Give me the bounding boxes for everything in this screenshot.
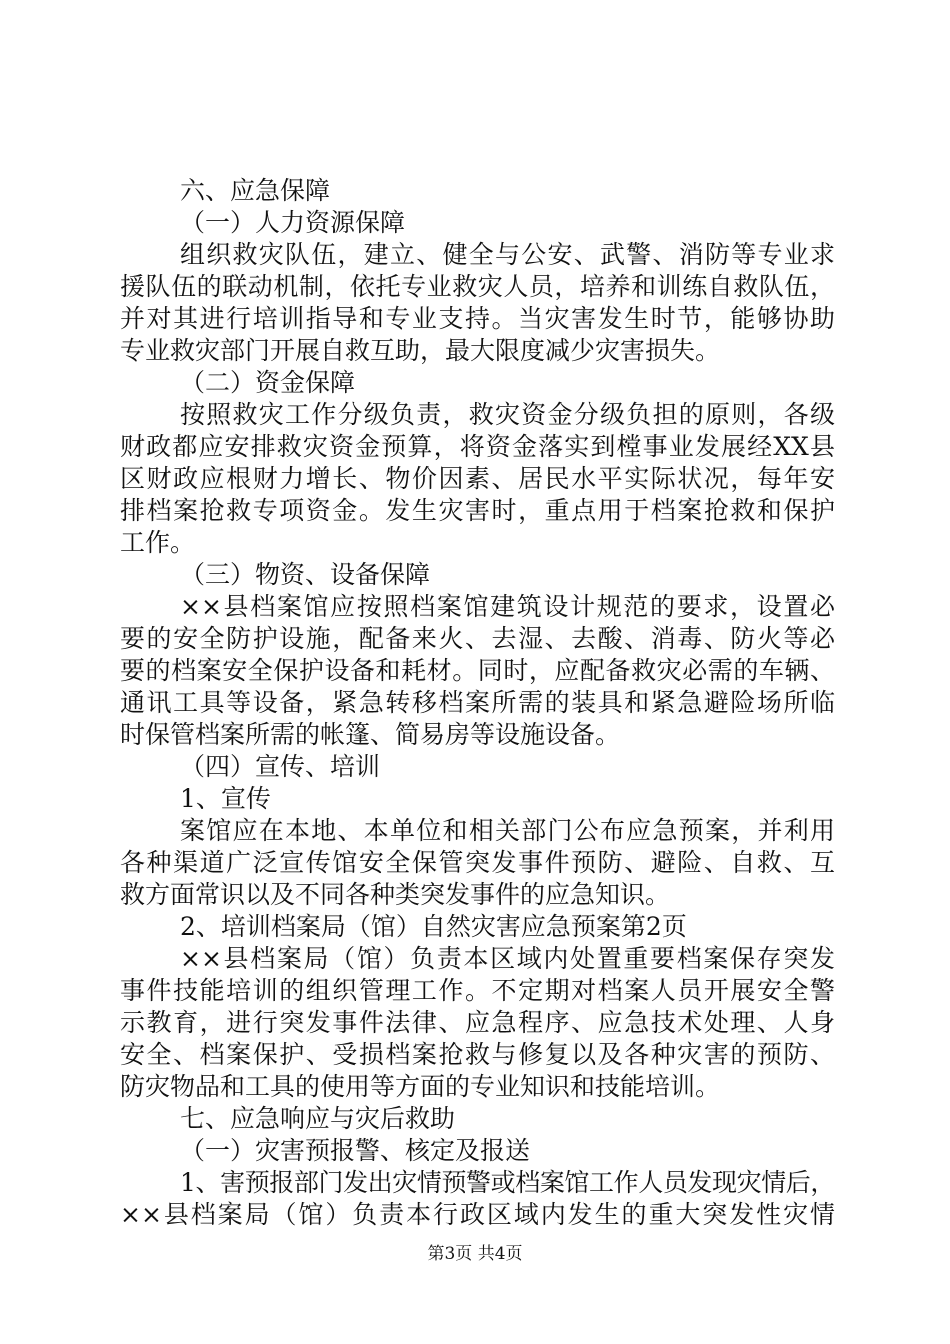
paragraph-line: 通讯工具等设备，紧急转移档案所需的装具和紧急避险场所临 bbox=[120, 688, 835, 717]
paragraph-line: ××县档案局（馆）负责本行政区域内发生的重大突发性灾情 bbox=[120, 1200, 835, 1229]
paragraph-line: 安全、档案保护、受损档案抢救与修复以及各种灾害的预防、 bbox=[120, 1040, 835, 1069]
paragraph-line: 财政都应安排救灾资金预算，将资金落实到樘事业发展经XX县 bbox=[120, 432, 835, 461]
paragraph-line: 2、培训档案局（馆）自然灾害应急预案第2页 bbox=[180, 912, 687, 941]
paragraph-line: 并对其进行培训指导和专业支持。当灾害发生时节，能够协助 bbox=[120, 304, 835, 333]
paragraph-line: 防灾物品和工具的使用等方面的专业知识和技能培训。 bbox=[120, 1072, 721, 1101]
paragraph-line: 按照救灾工作分级负责，救灾资金分级负担的原则，各级 bbox=[180, 400, 835, 429]
paragraph-line: （一）灾害预报警、核定及报送 bbox=[180, 1136, 531, 1165]
paragraph-line: 要的档案安全保护设备和耗材。同时，应配备救灾必需的车辆、 bbox=[120, 656, 835, 685]
paragraph-line: 要的安全防护设施，配备来火、去湿、去酸、消毒、防火等必 bbox=[120, 624, 835, 653]
paragraph-line: 各种渠道广泛宣传馆安全保管突发事件预防、避险、自救、互 bbox=[120, 848, 835, 877]
paragraph-line: 专业救灾部门开展自救互助，最大限度减少灾害损失。 bbox=[120, 336, 721, 365]
paragraph-line: （四）宣传、培训 bbox=[180, 752, 381, 781]
paragraph-line: 组织救灾队伍，建立、健全与公安、武警、消防等专业求 bbox=[180, 240, 835, 269]
paragraph-line: 六、应急保障 bbox=[180, 176, 331, 205]
paragraph-line: 1、害预报部门发出灾情预警或档案馆工作人员发现灾情后， bbox=[180, 1168, 835, 1197]
paragraph-line: 案馆应在本地、本单位和相关部门公布应急预案，并利用 bbox=[180, 816, 835, 845]
paragraph-line: 七、应急响应与灾后救助 bbox=[180, 1104, 456, 1133]
paragraph-line: （三）物资、设备保障 bbox=[180, 560, 431, 589]
paragraph-line: 事件技能培训的组织管理工作。不定期对档案人员开展安全警 bbox=[120, 976, 835, 1005]
paragraph-line: ××县档案局（馆）负责本区域内处置重要档案保存突发 bbox=[180, 944, 835, 973]
page-footer: 第3页 共4页 bbox=[427, 1244, 523, 1264]
paragraph-line: 区财政应根财力增长、物价因素、居民水平实际状况，每年安 bbox=[120, 464, 835, 493]
paragraph-line: （二）资金保障 bbox=[180, 368, 356, 397]
paragraph-line: 1、宣传 bbox=[180, 784, 271, 813]
paragraph-line: 工作。 bbox=[120, 528, 196, 557]
paragraph-line: 示教育，进行突发事件法律、应急程序、应急技术处理、人身 bbox=[120, 1008, 835, 1037]
paragraph-line: 时保管档案所需的帐篷、简易房等设施设备。 bbox=[120, 720, 621, 749]
paragraph-line: 援队伍的联动机制，依托专业救灾人员，培养和训练自救队伍， bbox=[120, 272, 835, 301]
paragraph-line: 救方面常识以及不同各种类突发事件的应急知识。 bbox=[120, 880, 671, 909]
paragraph-line: 排档案抢救专项资金。发生灾害时，重点用于档案抢救和保护 bbox=[120, 496, 835, 525]
paragraph-line: ××县档案馆应按照档案馆建筑设计规范的要求，设置必 bbox=[180, 592, 835, 621]
paragraph-line: （一）人力资源保障 bbox=[180, 208, 406, 237]
